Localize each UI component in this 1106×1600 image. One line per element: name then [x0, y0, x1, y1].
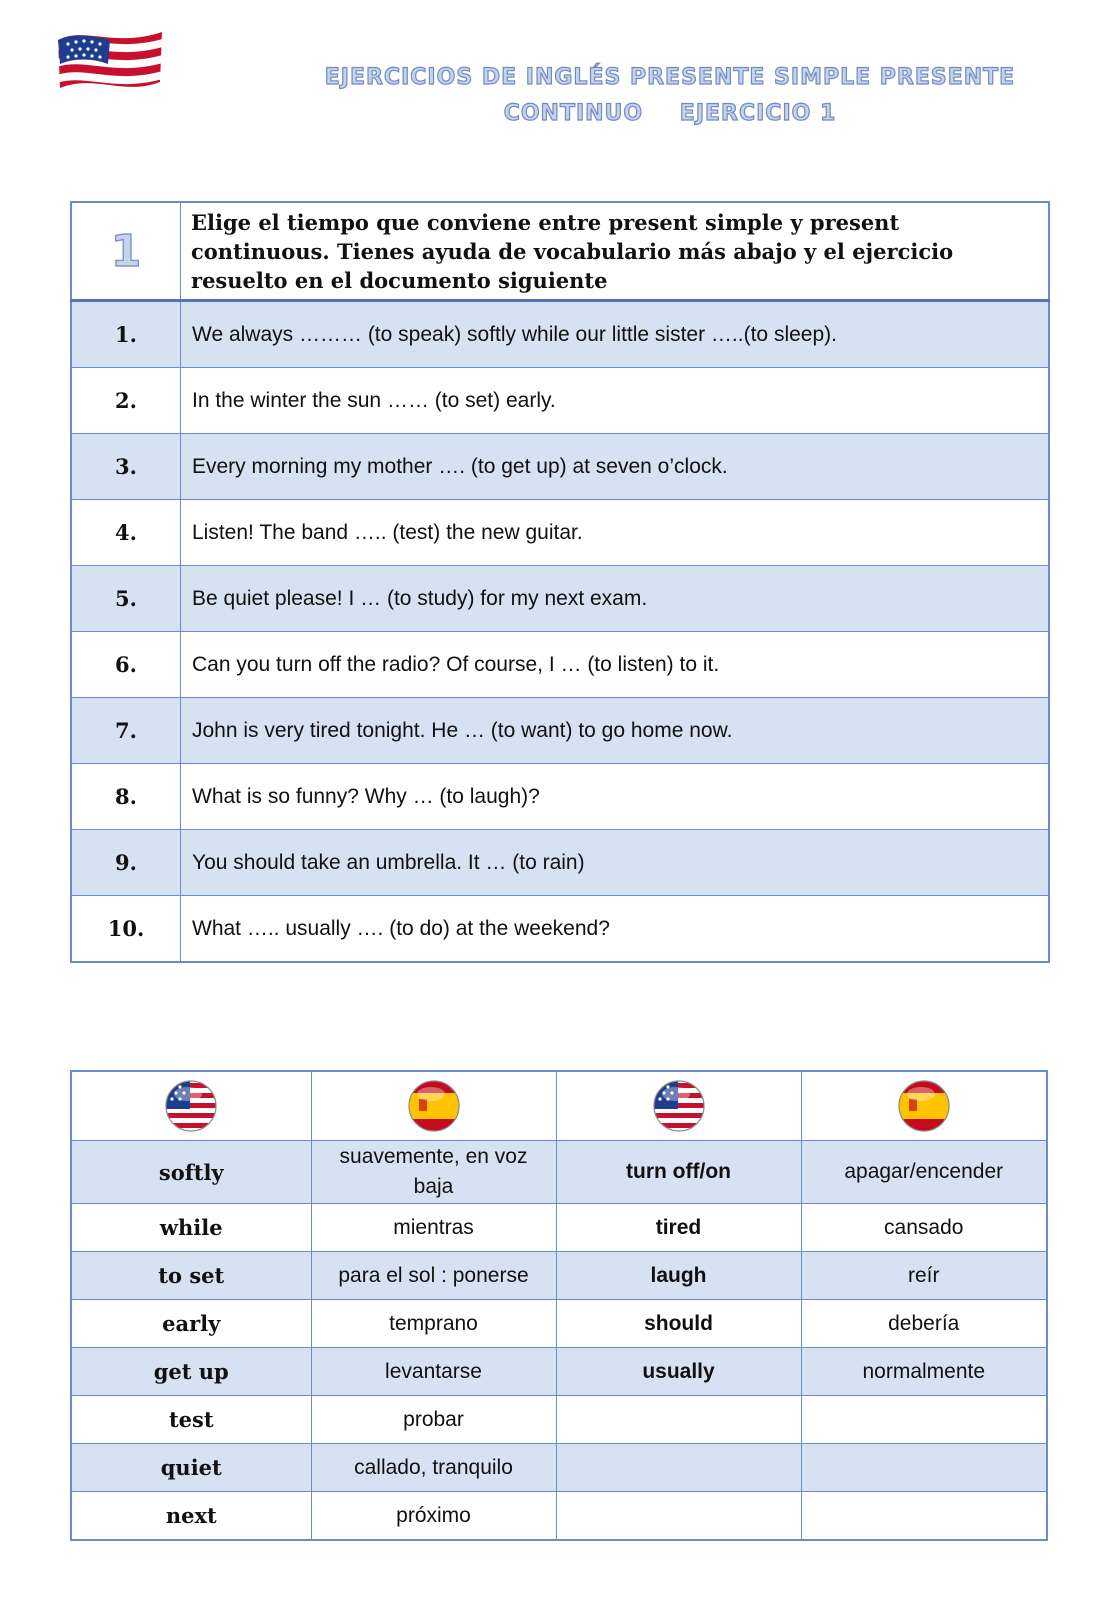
exercise-item-text: John is very tired tonight. He … (to want) to go home now.	[181, 698, 1050, 764]
exercise-row	[71, 698, 1049, 764]
usa-waving-flag-icon	[54, 26, 166, 94]
vocab-spanish-translation: debería	[801, 1300, 1047, 1348]
exercise-item-text: We always ……… (to speak) softly while our little sister …..(to sleep).	[181, 301, 1050, 368]
vocab-spanish-translation: apagar/encender	[801, 1141, 1047, 1204]
vocab-spanish-translation	[801, 1444, 1047, 1492]
vocab-english-word: test	[71, 1396, 311, 1444]
vocab-spanish-translation: cansado	[801, 1204, 1047, 1252]
vocab-spanish-translation: mientras	[311, 1204, 556, 1252]
vocab-english-word: quiet	[71, 1444, 311, 1492]
vocab-spanish-translation: levantarse	[311, 1348, 556, 1396]
vocab-english-word	[556, 1396, 801, 1444]
exercise-item-number: 2.	[71, 368, 181, 434]
vocab-english-word: while	[71, 1204, 311, 1252]
page-title	[300, 60, 1040, 132]
usa-flag-icon	[652, 1079, 706, 1133]
exercise-number: 1	[71, 202, 181, 301]
vocab-spanish-translation	[801, 1396, 1047, 1444]
vocab-english-word: softly	[71, 1141, 311, 1204]
exercise-row	[71, 830, 1049, 896]
vocab-english-word: to set	[71, 1252, 311, 1300]
vocab-spanish-translation	[801, 1492, 1047, 1541]
vocabulary-header-row	[71, 1071, 1047, 1141]
title-exercise-label: EJERCICIO 1	[679, 101, 837, 126]
exercise-item-number: 7.	[71, 698, 181, 764]
vocab-spanish-translation: temprano	[311, 1300, 556, 1348]
exercise-row	[71, 434, 1049, 500]
title-line-2	[300, 96, 1040, 132]
exercise-item-text: Listen! The band ….. (test) the new guitar.	[181, 500, 1050, 566]
vocabulary-row	[71, 1348, 1047, 1396]
vocabulary-table	[70, 1070, 1048, 1541]
vocab-spanish-translation: suavemente, en voz baja	[311, 1141, 556, 1204]
exercise-table	[70, 201, 1050, 963]
vocab-english-word: should	[556, 1300, 801, 1348]
vocab-english-word: laugh	[556, 1252, 801, 1300]
spain-flag-icon	[897, 1079, 951, 1133]
vocab-spanish-translation: normalmente	[801, 1348, 1047, 1396]
exercise-item-number: 5.	[71, 566, 181, 632]
exercise-item-text: What ….. usually …. (to do) at the weekend?	[181, 896, 1050, 963]
exercise-header-row	[71, 202, 1049, 301]
vocabulary-header-cell	[801, 1071, 1047, 1141]
vocabulary-header-cell	[311, 1071, 556, 1141]
vocabulary-row	[71, 1252, 1047, 1300]
vocabulary-row	[71, 1492, 1047, 1541]
vocab-english-word: early	[71, 1300, 311, 1348]
exercise-item-number: 10.	[71, 896, 181, 963]
vocabulary-row	[71, 1300, 1047, 1348]
vocabulary-row	[71, 1204, 1047, 1252]
exercise-row	[71, 632, 1049, 698]
usa-flag-icon	[164, 1079, 218, 1133]
vocab-english-word: next	[71, 1492, 311, 1541]
vocab-spanish-translation: callado, tranquilo	[311, 1444, 556, 1492]
exercise-item-text: Be quiet please! I … (to study) for my next exam.	[181, 566, 1050, 632]
exercise-row	[71, 500, 1049, 566]
exercise-item-number: 1.	[71, 301, 181, 368]
vocab-spanish-translation: próximo	[311, 1492, 556, 1541]
vocab-english-word: usually	[556, 1348, 801, 1396]
exercise-item-text: Can you turn off the radio? Of course, I … (to listen) to it.	[181, 632, 1050, 698]
vocab-english-word: get up	[71, 1348, 311, 1396]
exercise-item-text: What is so funny? Why … (to laugh)?	[181, 764, 1050, 830]
title-subject: CONTINUO	[503, 101, 644, 126]
exercise-item-text: Every morning my mother …. (to get up) at seven o’clock.	[181, 434, 1050, 500]
vocab-english-word: tired	[556, 1204, 801, 1252]
exercise-row	[71, 368, 1049, 434]
exercise-item-number: 3.	[71, 434, 181, 500]
exercise-row	[71, 896, 1049, 963]
title-line-1: EJERCICIOS DE INGLÉS PRESENTE SIMPLE PRESENTE	[324, 65, 1016, 90]
exercise-item-number: 6.	[71, 632, 181, 698]
exercise-item-text: In the winter the sun …… (to set) early.	[181, 368, 1050, 434]
exercise-item-number: 9.	[71, 830, 181, 896]
vocabulary-header-cell	[71, 1071, 311, 1141]
vocab-spanish-translation: reír	[801, 1252, 1047, 1300]
vocab-english-word	[556, 1492, 801, 1541]
vocabulary-header-cell	[556, 1071, 801, 1141]
exercise-row	[71, 301, 1049, 368]
vocab-spanish-translation: probar	[311, 1396, 556, 1444]
vocabulary-row	[71, 1141, 1047, 1204]
exercise-row	[71, 566, 1049, 632]
exercise-instructions: Elige el tiempo que conviene entre present simple y present continuous. Tienes ayuda de vocabulario más abajo y el ejercicio resuelto en el documento siguiente	[181, 202, 1050, 301]
exercise-item-text: You should take an umbrella. It … (to rain)	[181, 830, 1050, 896]
vocabulary-row	[71, 1444, 1047, 1492]
vocab-spanish-translation: para el sol : ponerse	[311, 1252, 556, 1300]
vocab-english-word	[556, 1444, 801, 1492]
exercise-row	[71, 764, 1049, 830]
exercise-item-number: 8.	[71, 764, 181, 830]
vocabulary-row	[71, 1396, 1047, 1444]
exercise-item-number: 4.	[71, 500, 181, 566]
spain-flag-icon	[407, 1079, 461, 1133]
vocab-english-word: turn off/on	[556, 1141, 801, 1204]
